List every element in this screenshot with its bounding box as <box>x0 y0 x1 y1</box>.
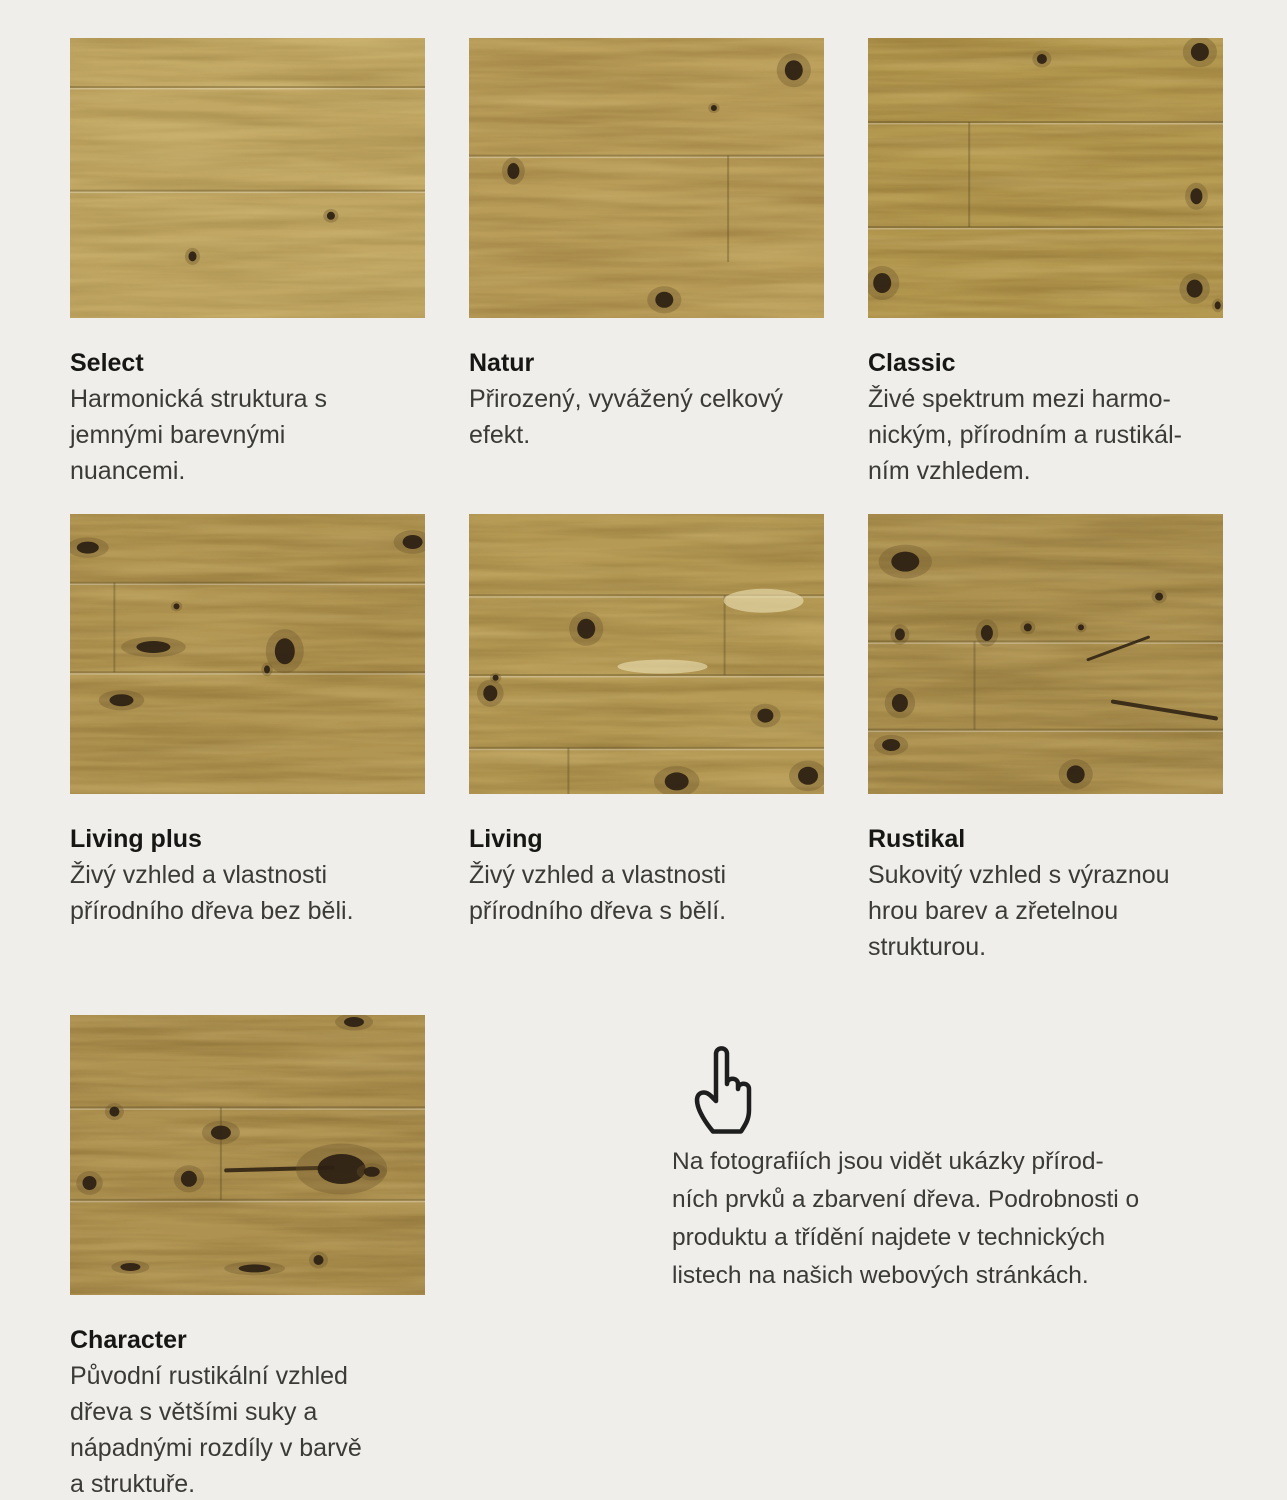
sample-description-line: a struktuře. <box>70 1470 196 1498</box>
sample-title: Classic <box>868 349 956 377</box>
wood-image-classic <box>868 38 1223 318</box>
sample-caption <box>868 345 1223 489</box>
sample-description-line: přírodního dřeva bez běli. <box>70 897 354 925</box>
sample-caption <box>70 821 425 929</box>
sample-card-living-plus <box>70 514 425 965</box>
sample-title: Character <box>70 1326 187 1354</box>
note-line: listech na našich webových stránkách. <box>672 1262 1089 1289</box>
sample-card-natur <box>469 38 824 489</box>
hand-pointer-icon <box>688 1039 760 1135</box>
note-line: ních prvků a zbarvení dřeva. Podrobnosti o <box>672 1186 1140 1213</box>
note-line: produktu a třídění najdete v technických <box>672 1224 1106 1251</box>
sample-description-line: efekt. <box>469 421 531 449</box>
sample-caption <box>469 345 824 453</box>
sample-title: Natur <box>469 349 535 377</box>
sample-description-line: Živý vzhled a vlastnosti <box>469 861 727 889</box>
wood-image-natur <box>469 38 824 318</box>
note-line: Na fotografiích jsou vidět ukázky přírod- <box>672 1148 1104 1175</box>
sample-card-character <box>70 1015 425 1500</box>
info-note <box>469 1015 1223 1500</box>
wood-image-rustikal <box>868 514 1223 794</box>
sample-caption <box>70 345 425 489</box>
sample-description-line: nápadnými rozdíly v barvě <box>70 1434 362 1462</box>
sample-card-living <box>469 514 824 965</box>
sample-caption <box>70 1322 425 1500</box>
sample-title: Living plus <box>70 825 202 853</box>
wood-image-living-plus <box>70 514 425 794</box>
sample-description-line: jemnými barevnými <box>70 421 286 449</box>
samples-row-2 <box>70 514 1223 965</box>
sample-description-line: ním vzhledem. <box>868 457 1031 485</box>
sample-description-line: Živý vzhled a vlastnosti <box>70 861 328 889</box>
sample-description-line: Sukovitý vzhled s výraznou <box>868 861 1170 889</box>
sample-description-line: Přirozený, vyvážený celkový <box>469 385 784 413</box>
sample-caption <box>868 821 1223 965</box>
wood-image-select <box>70 38 425 318</box>
sample-description-line: Živé spektrum mezi harmo- <box>868 385 1171 413</box>
sample-description-line: Původní rustikální vzhled <box>70 1362 348 1390</box>
sample-card-select <box>70 38 425 489</box>
sample-card-classic <box>868 38 1223 489</box>
sample-title: Rustikal <box>868 825 966 853</box>
note-text <box>672 1143 1177 1295</box>
sample-caption <box>469 821 824 929</box>
sample-description-line: dřeva s většími suky a <box>70 1398 318 1426</box>
sample-description-line: přírodního dřeva s bělí. <box>469 897 727 925</box>
samples-row-1 <box>70 38 1223 489</box>
wood-image-living <box>469 514 824 794</box>
sample-description-line: strukturou. <box>868 933 987 961</box>
sample-title: Living <box>469 825 543 853</box>
sample-card-rustikal <box>868 514 1223 965</box>
wood-image-character <box>70 1015 425 1295</box>
sample-description-line: nuancemi. <box>70 457 186 485</box>
sample-title: Select <box>70 349 144 377</box>
sample-description-line: hrou barev a zřetelnou <box>868 897 1119 925</box>
samples-row-3 <box>70 1015 1223 1500</box>
sample-description-line: Harmonická struktura s <box>70 385 328 413</box>
sample-description-line: nickým, přírodním a rustikál- <box>868 421 1182 449</box>
